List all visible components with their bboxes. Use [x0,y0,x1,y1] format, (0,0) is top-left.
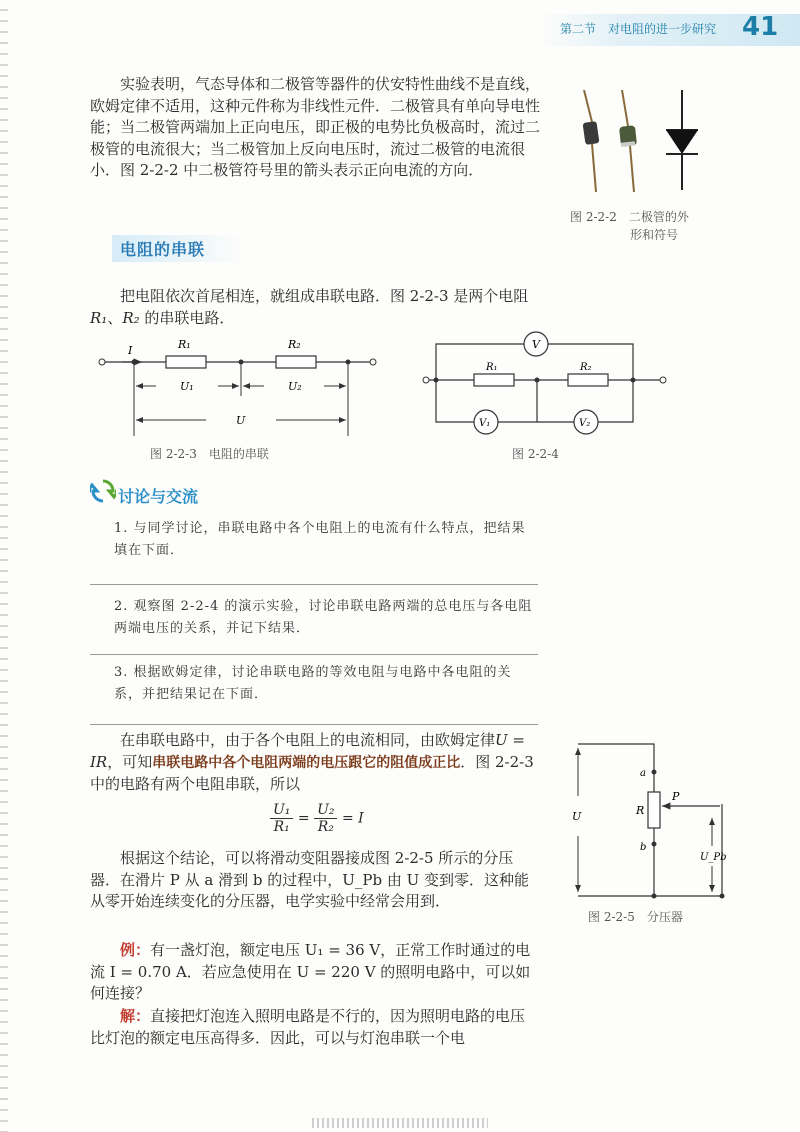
label-U-total: U [572,810,582,823]
divider-paragraph: 根据这个结论，可以将滑动变阻器接成图 2-2-5 所示的分压器．在滑片 P 从 a 滑到 b 的过程中，U_Pb 由 U 变到零．这种能从零开始连续变化的分压器，电学实验中经常会用到． [90,849,530,910]
series-circuit-figure [96,330,386,440]
fig-223-caption: 图 2-2-3 电阻的串联 [150,447,269,461]
discussion-item-2: 2. 观察图 2-2-4 的演示实验，讨论串联电路两端的总电压与各电阻两端电压的关系，并记下结果． [114,599,533,636]
series-paragraph [90,286,540,329]
label-R2-b: R₂ [580,362,592,373]
label-R2: R₂ [288,338,301,351]
fig-222-caption-line1: 图 2-2-2 二极管的外 [570,210,689,224]
label-a: a [640,768,646,779]
label-V2: V₂ [579,418,591,429]
conclusion-emphasis-2: 比 [446,754,461,771]
example-label: 例： [120,941,151,959]
label-U2: U₂ [288,380,302,393]
solution-text: 直接把灯泡连入照明电路是不行的，因为照明电路的电压比灯泡的额定电压高得多．因此，可以与灯泡串联一个电 [90,1007,526,1047]
equals-sign: = [297,810,310,827]
resistor-r1 [166,356,206,368]
conclusion-emphasis-1: 串联电路中各个电阻两端的电压跟它的阻值成正 [152,754,447,771]
divider-line [90,584,538,585]
example-text: 有一盏灯泡，额定电压 U₁ = 36 V，正常工作时通过的电流 I = 0.70 A．若应急使用在 U = 220 V 的照明电路中，可以如何连接？ [90,941,531,1002]
series-r1: R₁ [90,308,108,327]
discussion-icon [90,478,116,504]
rheostat [648,792,660,828]
frac1-numerator: U₁ [270,802,293,819]
solution-paragraph [90,1006,540,1049]
fig-224-caption: 图 2-2-4 [512,447,559,461]
diode-photo-2 [619,90,637,192]
label-U: U [236,414,246,427]
conclusion-lead-1: 在串联电路中，由于各个电阻上的电流相同，由欧姆定律 [120,731,496,749]
divider-line [90,654,538,655]
label-UPb: U_Pb [700,852,727,863]
fraction-2 [314,802,337,835]
conclusion-tail: ．图 2-2-3 中的电路有两个电阻串联，所以 [90,752,534,793]
label-R: R [636,804,645,817]
diode-symbol [666,90,698,190]
diode-photo-1 [583,90,600,192]
discussion-title: 讨论与交流 [118,487,199,506]
fig-222-caption [570,208,730,244]
voltage-divider-figure [562,736,732,906]
page-bottom-tab [312,1118,488,1128]
label-U1: U₁ [180,380,194,393]
solution-label: 解： [120,1007,151,1025]
discussion-item-3: 3. 根据欧姆定律，讨论串联电路的等效电阻与电路中各电阻的关系，并把结果记在下面． [114,665,512,702]
page-number: 41 [742,12,779,42]
label-current-I: I [128,344,133,357]
ratio-formula [270,802,364,835]
frac2-denominator: R₂ [317,819,334,835]
label-V: V [532,338,540,351]
voltmeter-circuit-figure [420,330,670,440]
discussion-item-1: 1. 与同学讨论，串联电路中各个电阻上的电流有什么特点，把结果填在下面． [114,521,526,558]
series-r2: R₂ [122,308,140,327]
label-b: b [640,842,647,853]
example-paragraph [90,940,540,1005]
fraction-1 [270,802,293,835]
series-sep: 、 [107,308,123,327]
frac1-denominator: R₁ [273,819,290,835]
series-paragraph-tail: 的串联电路． [139,308,235,327]
intro-paragraph: 实验表明，气态导体和二极管等器件的伏安特性曲线不是直线，欧姆定律不适用，这种元件称为非线性元件．二极管具有单向导电性能；当二极管两端加上正向电压，即正极的电势比负极高时，流过二极管的电流很大；当二极管加上反向电压时，流过二极管的电流很小．图 2-2-2 中二极管符号里的箭头表示正向电流的方向． [90,75,541,179]
divider-line [90,724,538,725]
label-R1-b: R₁ [486,362,498,373]
frac2-numerator: U₂ [314,802,337,819]
series-paragraph-lead: 把电阻依次首尾相连，就组成串联电路．图 2-2-3 是两个电阻 [120,287,529,305]
diode-figure [570,82,720,202]
section-title-series: 电阻的串联 [112,235,245,262]
fig-222-caption-line2: 形和符号 [630,228,679,242]
fig-225-caption: 图 2-2-5 分压器 [588,910,683,924]
label-R1: R₁ [178,338,191,351]
ohm-law-formula: U = IR [90,731,525,771]
label-P: P [672,790,680,803]
conclusion-paragraph [90,730,540,796]
section-header: 第二节 对电阻的进一步研究 [560,22,717,36]
equals-current: = I [341,810,364,827]
resistor-r2 [276,356,316,368]
conclusion-lead-2: ，可知 [107,752,153,771]
book-binding-edge [0,0,8,1132]
label-V1: V₁ [479,418,491,429]
